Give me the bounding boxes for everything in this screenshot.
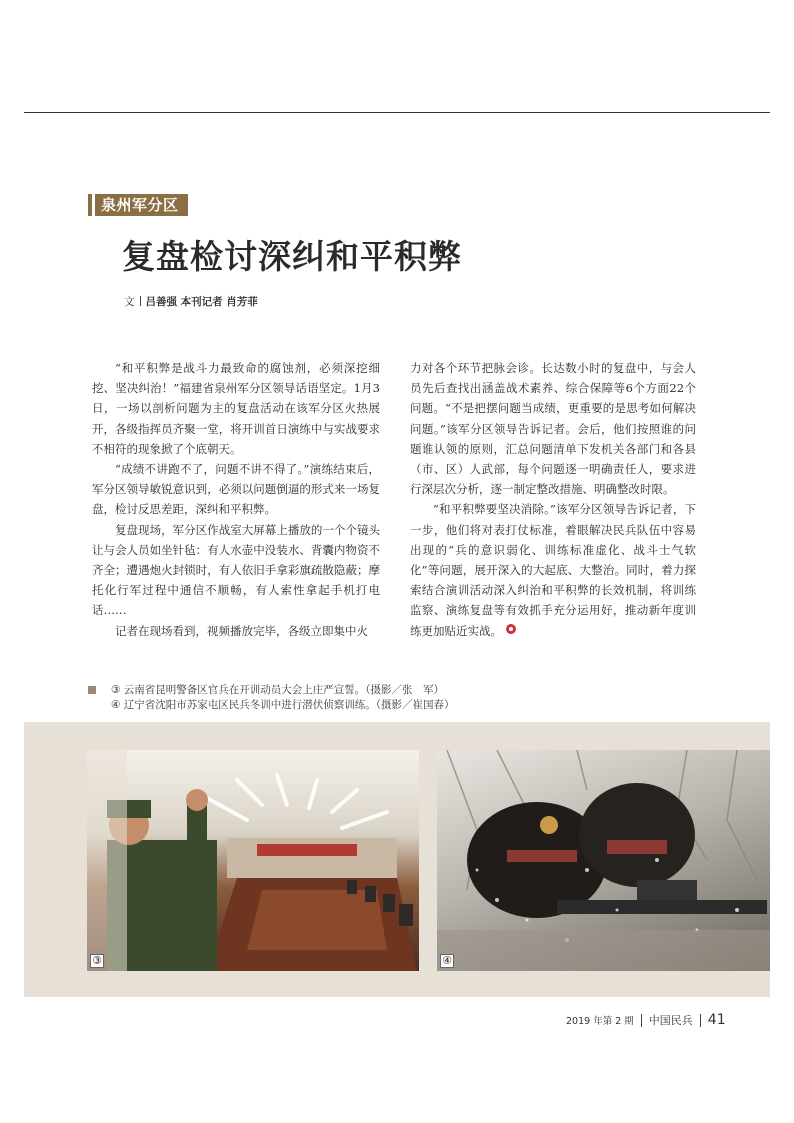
oath-ceremony-photo	[87, 750, 419, 971]
photo-number-badge: ③	[90, 954, 104, 968]
body-paragraph: 力对各个环节把脉会诊。长达数小时的复盘中，与会人员先后查找出涵盖战术素养、综合保障等6个方面22个问题。“不是把摆问题当成绩，更重要的是思考如何解决问题。”该军分区领导告诉记者。会后，他们按照谁的问题谁认领的原则，汇总问题清单下发机关各部门和各县（市、区）人武部，每个问题逐一明确责任人，要求进行深层次分析，逐一制定整改措施、明确整改时限。	[410, 361, 696, 497]
footer-divider	[641, 1014, 642, 1027]
page-footer	[566, 1012, 726, 1028]
body-paragraph-last	[410, 499, 696, 640]
caption-marker-icon	[88, 686, 96, 694]
section-tag	[88, 194, 188, 216]
caption-photo-4: ④ 辽宁省沈阳市苏家屯区民兵冬训中进行潜伏侦察训练。（摄影／崔国春）	[111, 699, 455, 711]
body-paragraph-text: “和平积弊要坚决消除。”该军分区领导告诉记者，下一步，他们将对表打仗标准，着眼解决民兵队伍中容易出现的“兵的意识弱化、训练标准虚化、战斗士气软化”等问题，展开深入的大起底、大整治。同时，着力探索结合演训活动深入纠治和平积弊的长效机制，将训练监察、演练复盘等有效抓手充分运用好，推动新年度训练更加贴近实战。	[410, 502, 696, 638]
winter-reconnaissance-photo	[437, 750, 770, 971]
byline-divider	[140, 296, 141, 306]
body-paragraph: “和平积弊是战斗力最致命的腐蚀剂，必须深挖细挖、坚决纠治！”福建省泉州军分区领导话语坚定。1月3日，一场以剖析问题为主的复盘活动在该军分区火热展开，各级指挥员齐聚一堂，将开训首日演练中与实战要求不相符的现象掀了个底朝天。	[92, 361, 380, 456]
byline-prefix: 文	[124, 296, 135, 308]
photo-captions	[88, 683, 455, 713]
body-paragraph: 复盘现场，军分区作战室大屏幕上播放的一个个镜头让与会人员如坐针毡：有人水壶中没装水、背囊内物资不齐全；遭遇炮火封锁时，有人依旧手拿彩旗疏散隐蔽；摩托化行军过程中通信不顺畅，有人索性拿起手机打电话……	[92, 522, 380, 618]
photo-number-badge: ④	[440, 954, 454, 968]
footer-divider	[700, 1014, 701, 1027]
section-label: 泉州军分区	[95, 194, 188, 216]
page-number: 41	[707, 1012, 726, 1028]
section-tag-bar	[88, 194, 92, 216]
header-rule	[24, 112, 770, 113]
body-paragraph: 记者在现场看到，视频播放完毕，各级立即集中火	[115, 623, 368, 638]
byline	[124, 295, 258, 309]
footer-issue: 2019 年第 2 期	[566, 1016, 634, 1027]
body-column-left	[92, 358, 380, 641]
footer-magazine: 中国民兵	[648, 1014, 693, 1027]
article-headline: 复盘检讨深纠和平积弊	[122, 237, 462, 276]
article-end-icon	[506, 624, 516, 634]
body-paragraph: “成绩不讲跑不了，问题不讲不得了。”演练结束后，军分区领导敏锐意识到，必须以问题倒逼的形式来一场复盘，检讨反思差距，深纠和平积弊。	[92, 462, 380, 517]
body-column-right	[410, 358, 696, 641]
byline-authors: 吕善强 本刊记者 肖芳菲	[145, 296, 258, 308]
caption-photo-3: ③ 云南省昆明警备区官兵在开训动员大会上庄严宣誓。（摄影／张 军）	[111, 684, 444, 696]
